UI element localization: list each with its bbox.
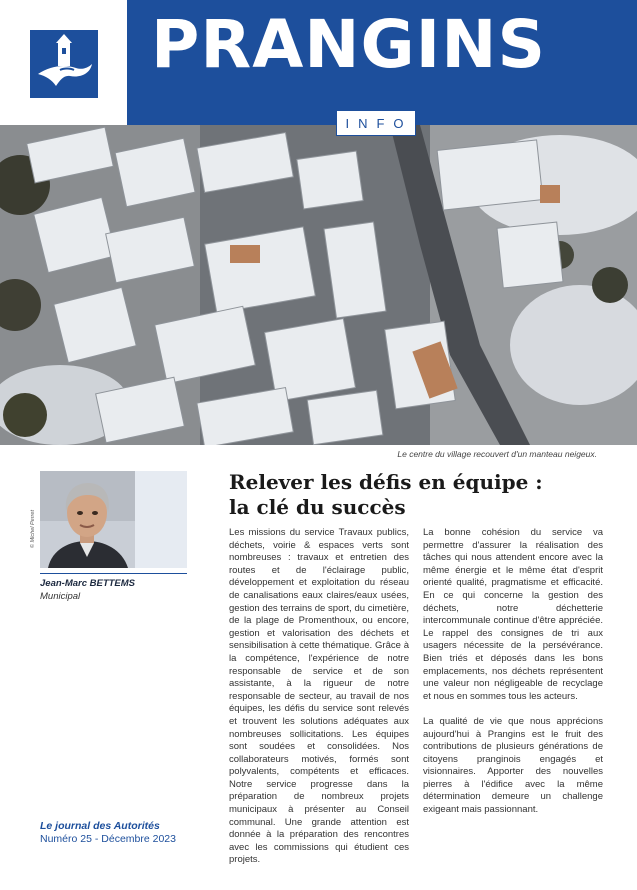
author-divider [40, 573, 187, 574]
article-paragraph: La bonne cohésion du service va permettre d'assurer la réalisation des tâches qui nous attendent encore avec la même énergie et le même état d'esprit orienté qualité, pragmatisme et efficacité. En ce qui concerne la gestion des déchets, notre déchetterie intercommunale continue d'être appréciée. Le rappel des consignes de tri aux usagers nécessite de la persévérance. Bien triés et déposés dans les bons emplacements, nos déchets représentent une valeur non négligeable de recyclage et nous en sommes tous les acteurs. [423, 527, 603, 702]
article-paragraph: Les missions du service Travaux publics, déchets, voirie & espaces verts sont nombreuses : travaux et entretien des routes et de l'éclairage public, développement et exploitation du réseau de canalisations eaux claires/eaux usées, gestion des terrains de sport, du cimetière, de la plage de Promenthoux, ou encore, gestion et valorisation des déchets et sensibilisation à cette thématique. Grâce à la compétence, l'expérience de notre responsable de service et de son assistante, à la rigueur de notre responsable de secteur, au travail de nos équipes, les défis du service sont relevés et trouvent les solutions adéquates aux nombreuses sollicitations. Les équipes sont soudées et consolidées. Nos collaborateurs motivés, formés sont polyvalents, compétents et efficaces. Notre service progresse dans la préparation de nombreux projets municipaux à présenter au Conseil communal. Une grande attention est donnée à la préparation des rencontres avec les commissions qui étudient ces projets. [229, 527, 409, 866]
aerial-village-photo [0, 125, 637, 445]
author-name: Jean-Marc BETTEMS [40, 578, 136, 589]
publication-title: PRANGINS [151, 6, 547, 83]
article-paragraph: La qualité de vie que nous apprécions aujourd'hui à Prangins est le fruit des contributions de plusieurs générations de citoyens pranginois engagés et visionnaires. Apporter des nouvelles pierres à l'édifice avec la même détermination demeure un challenge exigeant mais passionnant. [423, 715, 603, 816]
prangins-logo-icon [30, 30, 98, 98]
photo-caption: Le centre du village recouvert d'un manteau neigeux. [397, 449, 597, 459]
headline-line-1: Relever les défis en équipe : [229, 470, 543, 494]
logo-area [0, 0, 127, 125]
author-portrait [40, 471, 135, 568]
headline-line-2: la clé du succès [229, 495, 406, 519]
info-badge: INFO [336, 110, 416, 136]
author-role: Municipal [40, 591, 81, 602]
article-column-1 [229, 527, 409, 880]
masthead-banner [127, 0, 637, 125]
article-column-2 [423, 527, 603, 829]
issue-number: Numéro 25 - Décembre 2023 [40, 833, 176, 845]
photo-credit: © Michel Perret [30, 510, 36, 548]
journal-name: Le journal des Autorités [40, 820, 160, 832]
portrait-backdrop [135, 471, 187, 568]
article-headline [229, 470, 609, 520]
